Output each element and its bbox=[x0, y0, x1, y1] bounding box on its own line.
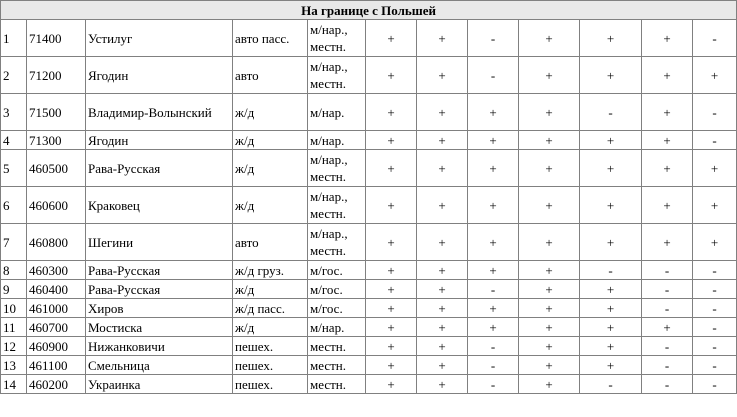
mark-cell: - bbox=[693, 337, 737, 356]
mark-cell: + bbox=[580, 187, 642, 224]
mark-cell: + bbox=[580, 337, 642, 356]
mark-cell: + bbox=[417, 20, 468, 57]
code-cell: 460500 bbox=[27, 150, 86, 187]
mark-cell: - bbox=[693, 131, 737, 150]
mark-cell: - bbox=[468, 356, 519, 375]
mark-cell: + bbox=[417, 131, 468, 150]
mark-cell: - bbox=[693, 20, 737, 57]
status-cell: местн. bbox=[308, 375, 366, 394]
checkpoint-name-cell: Смельница bbox=[86, 356, 233, 375]
row-number-cell: 3 bbox=[1, 94, 27, 131]
mark-cell: + bbox=[642, 318, 693, 337]
mark-cell: + bbox=[580, 356, 642, 375]
row-number-cell: 10 bbox=[1, 299, 27, 318]
mark-cell: - bbox=[642, 261, 693, 280]
mark-cell: + bbox=[519, 261, 580, 280]
mark-cell: + bbox=[366, 57, 417, 94]
code-cell: 461000 bbox=[27, 299, 86, 318]
mark-cell: + bbox=[468, 224, 519, 261]
mark-cell: + bbox=[693, 150, 737, 187]
table-row bbox=[1, 94, 737, 131]
checkpoint-name-cell: Рава-Русская bbox=[86, 150, 233, 187]
status-cell: м/нар., местн. bbox=[308, 57, 366, 94]
mark-cell: - bbox=[642, 280, 693, 299]
status-cell: м/нар., местн. bbox=[308, 20, 366, 57]
mark-cell: + bbox=[468, 94, 519, 131]
row-number-cell: 13 bbox=[1, 356, 27, 375]
mark-cell: + bbox=[519, 187, 580, 224]
table-row bbox=[1, 224, 737, 261]
table-row bbox=[1, 280, 737, 299]
code-cell: 460400 bbox=[27, 280, 86, 299]
mark-cell: + bbox=[519, 150, 580, 187]
table-row bbox=[1, 299, 737, 318]
status-cell: м/гос. bbox=[308, 299, 366, 318]
mark-cell: + bbox=[580, 150, 642, 187]
mark-cell: - bbox=[468, 337, 519, 356]
status-cell: м/нар., местн. bbox=[308, 150, 366, 187]
row-number-cell: 11 bbox=[1, 318, 27, 337]
transport-type-cell: авто bbox=[233, 224, 308, 261]
checkpoint-name-cell: Украинка bbox=[86, 375, 233, 394]
checkpoint-name-cell: Хиров bbox=[86, 299, 233, 318]
table-row bbox=[1, 187, 737, 224]
status-cell: м/нар. bbox=[308, 94, 366, 131]
mark-cell: + bbox=[580, 224, 642, 261]
transport-type-cell: авто bbox=[233, 57, 308, 94]
mark-cell: + bbox=[468, 150, 519, 187]
checkpoint-name-cell: Шегини bbox=[86, 224, 233, 261]
row-number-cell: 1 bbox=[1, 20, 27, 57]
mark-cell: + bbox=[366, 187, 417, 224]
mark-cell: - bbox=[642, 299, 693, 318]
mark-cell: + bbox=[642, 57, 693, 94]
mark-cell: + bbox=[468, 187, 519, 224]
mark-cell: + bbox=[519, 280, 580, 299]
mark-cell: + bbox=[417, 94, 468, 131]
transport-type-cell: ж/д груз. bbox=[233, 261, 308, 280]
code-cell: 71400 bbox=[27, 20, 86, 57]
transport-type-cell: пешех. bbox=[233, 356, 308, 375]
mark-cell: + bbox=[642, 187, 693, 224]
mark-cell: + bbox=[642, 20, 693, 57]
mark-cell: - bbox=[580, 375, 642, 394]
mark-cell: + bbox=[417, 337, 468, 356]
mark-cell: - bbox=[580, 94, 642, 131]
mark-cell: + bbox=[642, 224, 693, 261]
transport-type-cell: ж/д bbox=[233, 187, 308, 224]
transport-type-cell: ж/д bbox=[233, 131, 308, 150]
checkpoint-name-cell: Устилуг bbox=[86, 20, 233, 57]
mark-cell: + bbox=[417, 261, 468, 280]
mark-cell: + bbox=[519, 318, 580, 337]
status-cell: м/нар., местн. bbox=[308, 224, 366, 261]
mark-cell: - bbox=[693, 94, 737, 131]
mark-cell: + bbox=[693, 187, 737, 224]
mark-cell: + bbox=[642, 94, 693, 131]
mark-cell: + bbox=[468, 299, 519, 318]
transport-type-cell: авто пасс. bbox=[233, 20, 308, 57]
table-row bbox=[1, 57, 737, 94]
mark-cell: + bbox=[417, 280, 468, 299]
mark-cell: + bbox=[366, 131, 417, 150]
status-cell: местн. bbox=[308, 337, 366, 356]
mark-cell: + bbox=[417, 150, 468, 187]
table-row bbox=[1, 20, 737, 57]
mark-cell: + bbox=[417, 318, 468, 337]
mark-cell: + bbox=[519, 337, 580, 356]
transport-type-cell: ж/д bbox=[233, 280, 308, 299]
mark-cell: + bbox=[580, 57, 642, 94]
mark-cell: + bbox=[519, 299, 580, 318]
checkpoint-name-cell: Ягодин bbox=[86, 57, 233, 94]
code-cell: 71200 bbox=[27, 57, 86, 94]
mark-cell: - bbox=[580, 261, 642, 280]
mark-cell: + bbox=[417, 375, 468, 394]
transport-type-cell: ж/д пасс. bbox=[233, 299, 308, 318]
mark-cell: - bbox=[468, 375, 519, 394]
checkpoint-name-cell: Рава-Русская bbox=[86, 261, 233, 280]
row-number-cell: 14 bbox=[1, 375, 27, 394]
mark-cell: + bbox=[366, 150, 417, 187]
code-cell: 460700 bbox=[27, 318, 86, 337]
mark-cell: + bbox=[642, 131, 693, 150]
mark-cell: - bbox=[468, 57, 519, 94]
row-number-cell: 12 bbox=[1, 337, 27, 356]
code-cell: 460200 bbox=[27, 375, 86, 394]
status-cell: м/нар. bbox=[308, 131, 366, 150]
mark-cell: + bbox=[366, 261, 417, 280]
mark-cell: - bbox=[468, 280, 519, 299]
status-cell: м/нар., местн. bbox=[308, 187, 366, 224]
mark-cell: - bbox=[693, 261, 737, 280]
table-row bbox=[1, 131, 737, 150]
status-cell: м/гос. bbox=[308, 261, 366, 280]
row-number-cell: 8 bbox=[1, 261, 27, 280]
mark-cell: - bbox=[642, 375, 693, 394]
row-number-cell: 9 bbox=[1, 280, 27, 299]
transport-type-cell: пешех. bbox=[233, 337, 308, 356]
transport-type-cell: ж/д bbox=[233, 94, 308, 131]
mark-cell: + bbox=[580, 299, 642, 318]
mark-cell: + bbox=[366, 318, 417, 337]
table-row bbox=[1, 375, 737, 394]
code-cell: 460300 bbox=[27, 261, 86, 280]
row-number-cell: 5 bbox=[1, 150, 27, 187]
mark-cell: + bbox=[366, 356, 417, 375]
mark-cell: + bbox=[366, 375, 417, 394]
code-cell: 461100 bbox=[27, 356, 86, 375]
mark-cell: + bbox=[519, 131, 580, 150]
mark-cell: + bbox=[366, 20, 417, 57]
mark-cell: + bbox=[580, 131, 642, 150]
mark-cell: - bbox=[693, 356, 737, 375]
code-cell: 71500 bbox=[27, 94, 86, 131]
mark-cell: + bbox=[366, 299, 417, 318]
mark-cell: + bbox=[519, 20, 580, 57]
mark-cell: + bbox=[417, 224, 468, 261]
code-cell: 71300 bbox=[27, 131, 86, 150]
checkpoint-name-cell: Рава-Русская bbox=[86, 280, 233, 299]
status-cell: местн. bbox=[308, 356, 366, 375]
mark-cell: + bbox=[366, 280, 417, 299]
mark-cell: - bbox=[693, 375, 737, 394]
mark-cell: + bbox=[580, 280, 642, 299]
transport-type-cell: пешех. bbox=[233, 375, 308, 394]
table-row bbox=[1, 337, 737, 356]
mark-cell: + bbox=[417, 57, 468, 94]
mark-cell: + bbox=[519, 94, 580, 131]
mark-cell: - bbox=[468, 20, 519, 57]
checkpoint-name-cell: Мостиска bbox=[86, 318, 233, 337]
mark-cell: + bbox=[366, 337, 417, 356]
mark-cell: + bbox=[519, 356, 580, 375]
mark-cell: + bbox=[519, 224, 580, 261]
table-row bbox=[1, 150, 737, 187]
status-cell: м/нар. bbox=[308, 318, 366, 337]
mark-cell: + bbox=[693, 224, 737, 261]
table-body bbox=[1, 20, 737, 394]
code-cell: 460800 bbox=[27, 224, 86, 261]
mark-cell: - bbox=[642, 356, 693, 375]
mark-cell: + bbox=[468, 261, 519, 280]
transport-type-cell: ж/д bbox=[233, 318, 308, 337]
table-row bbox=[1, 356, 737, 375]
row-number-cell: 7 bbox=[1, 224, 27, 261]
mark-cell: + bbox=[417, 299, 468, 318]
checkpoint-name-cell: Владимир-Волынский bbox=[86, 94, 233, 131]
transport-type-cell: ж/д bbox=[233, 150, 308, 187]
row-number-cell: 2 bbox=[1, 57, 27, 94]
checkpoint-name-cell: Ягодин bbox=[86, 131, 233, 150]
mark-cell: + bbox=[580, 20, 642, 57]
table-row bbox=[1, 318, 737, 337]
row-number-cell: 4 bbox=[1, 131, 27, 150]
mark-cell: + bbox=[693, 57, 737, 94]
status-cell: м/гос. bbox=[308, 280, 366, 299]
mark-cell: + bbox=[417, 356, 468, 375]
row-number-cell: 6 bbox=[1, 187, 27, 224]
code-cell: 460600 bbox=[27, 187, 86, 224]
mark-cell: - bbox=[693, 318, 737, 337]
mark-cell: + bbox=[366, 224, 417, 261]
code-cell: 460900 bbox=[27, 337, 86, 356]
mark-cell: - bbox=[693, 299, 737, 318]
mark-cell: + bbox=[580, 318, 642, 337]
mark-cell: + bbox=[519, 375, 580, 394]
mark-cell: - bbox=[693, 280, 737, 299]
mark-cell: + bbox=[519, 57, 580, 94]
mark-cell: + bbox=[417, 187, 468, 224]
mark-cell: + bbox=[366, 94, 417, 131]
checkpoint-name-cell: Краковец bbox=[86, 187, 233, 224]
table-title: На границе с Польшей bbox=[1, 1, 737, 20]
mark-cell: + bbox=[468, 318, 519, 337]
checkpoint-name-cell: Нижанковичи bbox=[86, 337, 233, 356]
mark-cell: + bbox=[468, 131, 519, 150]
mark-cell: + bbox=[642, 150, 693, 187]
mark-cell: - bbox=[642, 337, 693, 356]
table-row bbox=[1, 261, 737, 280]
